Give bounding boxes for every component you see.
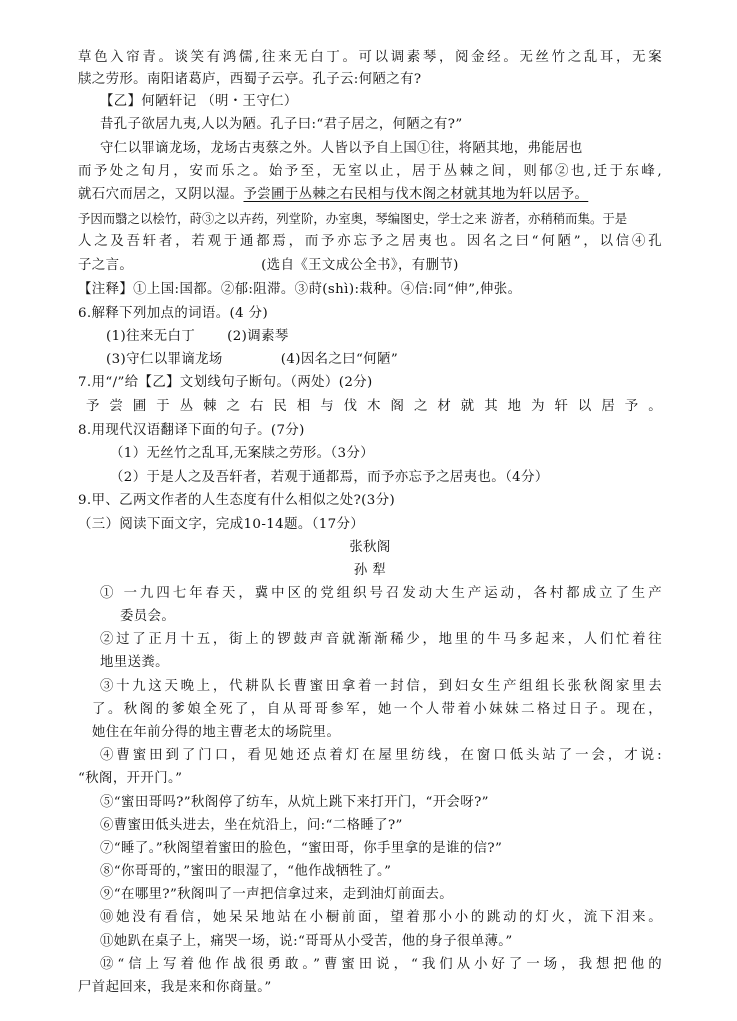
- question-8-part-1: （1）无丝竹之乱耳,无案牍之劳形。（3分）: [110, 446, 375, 461]
- question-6-items-1: [106, 327, 690, 347]
- story-paragraph-2b: 地里送粪。: [100, 655, 169, 670]
- story-paragraph-2a: ②过了正月十五，街上的锣鼓声音就渐渐稀少，地里的牛马多起来，人们忙着往: [100, 632, 662, 647]
- yi-line-4: 予因而翳之以桧竹，莳③之以卉药，列堂阶，办室奥，琴编图史，学士之来 游者，亦稍稍而集。于是: [78, 211, 628, 226]
- question-7: 7.用“/”给【乙】文划线句子断句。（两处）(2分): [78, 375, 373, 390]
- story-paragraph-4a: ④曹蜜田到了门口，看见她还点着灯在屋里纺线，在窗口低头站了一会，才说:: [100, 748, 662, 763]
- story-paragraph-7: ⑦“睡了。”秋阁望着蜜田的脸色，“蜜田哥，你手里拿的是谁的信?”: [100, 841, 503, 856]
- yi-line-3: [78, 185, 662, 205]
- question-6-item-2: (2)调素琴: [227, 329, 289, 344]
- story-paragraph-1a: ① 一九四七年春天，冀中区的党组织号召发动大生产运动，各村都成立了生产: [100, 586, 662, 601]
- section-3-intro: （三）阅读下面文字，完成10-14题。（17分）: [78, 517, 365, 532]
- yi-source: (选自《王文成公全书》，有删节): [261, 258, 459, 273]
- story-paragraph-4b: “秋阁，开开门。”: [78, 771, 183, 786]
- jia-tail-line-1: 草色入帘青。谈笑有鸿儒,往来无白丁。可以调素琴，阅金经。无丝竹之乱耳，无案: [78, 50, 662, 65]
- yi-line-1: 守仁以罪谪龙场，龙场古夷蔡之外。人皆以予自上国①往，将陋其地，弗能居也: [100, 141, 583, 156]
- yi-line-3-text: 就石穴而居之，又阴以湿。: [78, 187, 244, 202]
- question-9: 9.甲、乙两文作者的人生态度有什么相似之处?(3分): [78, 493, 396, 508]
- story-paragraph-12b: 尸首起回来，我是来和你商量。”: [78, 980, 272, 995]
- question-6: 6.解释下列加点的词语。(4 分): [78, 306, 269, 321]
- story-paragraph-3a: ③十九这天晚上，代耕队长曹蜜田拿着一封信，到妇女生产组组长张秋阁家里去: [100, 679, 662, 694]
- annotation-notes: 【注释】①上国:国都。②郁:阻滞。③莳(shì):栽种。④信:同“伸”,伸张。: [78, 282, 522, 297]
- yi-line-5: 人之及吾轩者，若观于通都焉，而予亦忘予之居夷也。因名之曰“何陋”，以信④孔: [78, 234, 662, 249]
- story-title: 张秋阁: [349, 540, 391, 555]
- story-paragraph-6: ⑥曹蜜田低头进去，坐在炕沿上，问:“二格睡了?”: [100, 818, 403, 833]
- question-8: 8.用现代汉语翻译下面的句子。(7分): [78, 423, 305, 438]
- story-author: 孙 犁: [353, 563, 387, 578]
- question-6-item-3: (3)守仁以罪谪龙场: [106, 352, 223, 367]
- story-paragraph-10: ⑩她没有看信，她呆呆地站在小橱前面，望着那小小的跳动的灯火，流下泪来。: [100, 910, 662, 925]
- story-paragraph-9: ⑨“在哪里?”秋阁叫了一声把信拿过来，走到油灯前面去。: [100, 887, 454, 902]
- story-paragraph-3c: 她住在年前分得的地主曹老太的场院里。: [92, 725, 341, 740]
- question-6-items-2: [106, 350, 690, 370]
- underlined-sentence: 予尝圃于丛棘之右民相与伐木阁之材就其地为轩以居予。: [243, 187, 589, 202]
- question-8-part-2: （2）于是人之及吾轩者，若观于通都焉，而予亦忘予之居夷也。（4分）: [110, 470, 549, 485]
- story-paragraph-11: ⑪她趴在桌子上，痛哭一场，说:“哥哥从小受苦，他的身子很单薄。”: [100, 934, 513, 949]
- story-paragraph-12a: ⑫“信上写着他作战很勇敢。”曹蜜田说，“我们从小好了一场，我想把他的: [100, 957, 662, 972]
- yi-heading: 【乙】何陋轩记 （明・王守仁）: [100, 94, 298, 109]
- question-6-item-1: (1)往来无白丁: [106, 329, 196, 344]
- yi-line-6-text: 子之言。: [78, 258, 134, 273]
- yi-line-6: [78, 256, 662, 276]
- jia-tail-line-2: 牍之劳形。南阳诸葛庐，西蜀子云亭。孔子云:何陋之有?: [78, 72, 422, 87]
- question-7-sentence: 予尝圃于丛棘之右民相与伐木阁之材就其地为轩以居予。: [86, 399, 662, 414]
- story-paragraph-3b: 了。秋阁的爹娘全死了，自从哥哥参军，她一个人带着小妹妹二格过日子。现在，: [92, 702, 662, 717]
- story-paragraph-5: ⑤“蜜田哥吗?”秋阁停了纺车，从炕上跳下来打开门，“开会呀?”: [100, 795, 489, 810]
- story-paragraph-1b: 委员会。: [120, 609, 176, 624]
- story-paragraph-8: ⑧“你哥哥的，”蜜田的眼湿了，“他作战牺牲了。”: [100, 864, 392, 879]
- yi-paragraph-1: 昔孔子欲居九夷,人以为陋。孔子曰:“君子居之，何陋之有?”: [100, 117, 463, 132]
- question-6-item-4: (4)因名之曰“何陋”: [280, 352, 399, 367]
- yi-line-2: 而予处之旬月，安而乐之。始予至，无室以止，居于丛棘之间，则郁②也,迁于东峰,: [78, 164, 662, 179]
